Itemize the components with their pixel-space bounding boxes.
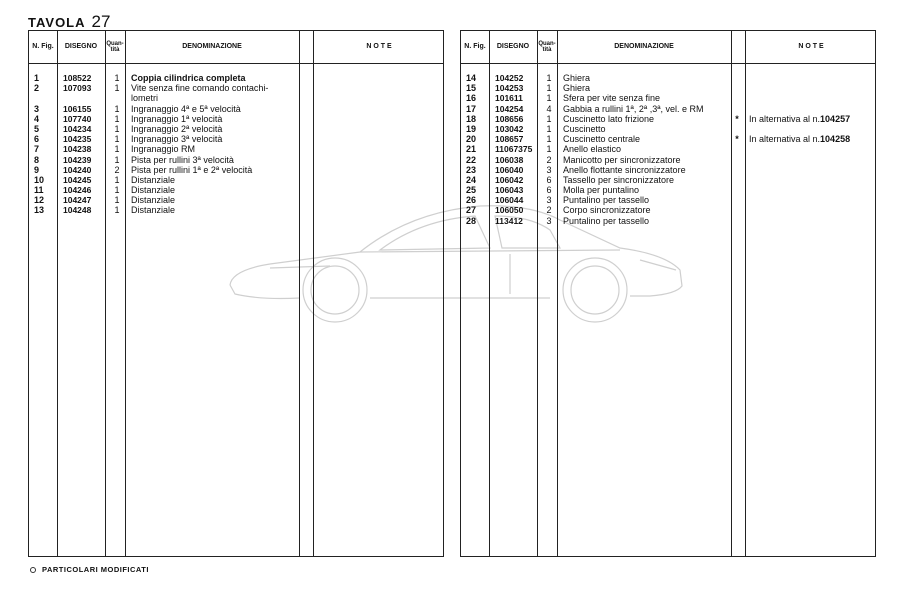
denominazione-cell: Cuscinetto xyxy=(563,123,606,134)
disegno-cell: 106043 xyxy=(495,185,524,196)
table-row xyxy=(461,93,875,103)
denominazione-cell: Gabbia a rullini 1ª, 2ª ,3ª, vel. e RM xyxy=(563,103,704,114)
denominazione-cell: Puntalino per tassello xyxy=(563,195,650,206)
disegno-cell: 106050 xyxy=(495,205,524,216)
left-rows xyxy=(29,73,443,216)
table-row xyxy=(29,185,443,195)
fig-cell: 25 xyxy=(466,185,477,196)
table-row xyxy=(29,134,443,144)
quantita-cell: 1 xyxy=(546,113,552,124)
disegno-cell: 104238 xyxy=(63,144,92,155)
disegno-cell: 106155 xyxy=(63,103,92,114)
quantita-cell: 1 xyxy=(114,174,120,185)
quantita-cell: 1 xyxy=(114,83,120,94)
table-row xyxy=(461,114,875,124)
fig-cell: 8 xyxy=(34,154,40,165)
disegno-cell: 101611 xyxy=(495,93,523,104)
quantita-cell: 2 xyxy=(546,154,552,165)
denominazione-cell: Vite senza fine comando contachi- xyxy=(131,83,269,94)
table-row xyxy=(461,83,875,93)
fig-cell: 9 xyxy=(34,164,40,175)
fig-cell: 27 xyxy=(466,205,477,216)
disegno-cell: 106042 xyxy=(495,174,524,185)
fig-cell: 11 xyxy=(34,185,44,196)
fig-cell: 19 xyxy=(466,123,477,134)
denominazione-cell: Distanziale xyxy=(131,195,176,206)
disegno-cell: 104252 xyxy=(495,73,524,83)
fig-cell: 24 xyxy=(466,174,477,185)
disegno-cell: 104253 xyxy=(495,83,524,94)
quantita-cell: 1 xyxy=(114,185,120,196)
table-row xyxy=(461,185,875,195)
quantita-cell: 1 xyxy=(114,123,120,134)
fig-cell: 5 xyxy=(34,123,40,134)
denominazione-cell: Manicotto per sincronizzatore xyxy=(563,154,681,165)
quantita-cell: 1 xyxy=(114,195,120,206)
denominazione-cell: Anello flottante sincronizzatore xyxy=(563,164,686,175)
table-row xyxy=(29,93,443,103)
denominazione-cell: Puntalino per tassello xyxy=(563,215,650,226)
disegno-cell: 108656 xyxy=(495,113,524,124)
note-reference: 104257 xyxy=(820,113,851,124)
denominazione-cell: Ingranaggio 1ª velocità xyxy=(131,113,223,124)
fig-cell: 17 xyxy=(466,103,477,114)
quantita-cell: 1 xyxy=(114,134,120,145)
quantita-cell: 1 xyxy=(114,144,120,155)
disegno-cell: 11067375 xyxy=(495,144,533,155)
disegno-cell: 104254 xyxy=(495,103,524,114)
disegno-cell: 106040 xyxy=(495,164,524,175)
note-text: In alternativa al n. xyxy=(749,113,821,124)
disegno-cell: 106044 xyxy=(495,195,524,206)
fig-cell: 2 xyxy=(34,83,40,94)
table-row xyxy=(29,124,443,134)
denominazione-cell: Ingranaggio 2ª velocità xyxy=(131,123,223,134)
disegno-cell: 104239 xyxy=(63,154,92,165)
denominazione-cell: Ghiera xyxy=(563,73,591,83)
fig-cell: 3 xyxy=(34,103,40,114)
note-cell xyxy=(749,114,877,124)
note-cell xyxy=(749,134,877,144)
quantita-cell: 1 xyxy=(546,93,552,104)
disegno-cell: 106038 xyxy=(495,154,524,165)
denominazione-cell: Sfera per vite senza fine xyxy=(563,93,661,104)
fig-cell: 4 xyxy=(34,113,40,124)
header-denominazione: DENOMINAZIONE xyxy=(614,43,674,50)
fig-cell: 18 xyxy=(466,113,477,124)
disegno-cell: 107740 xyxy=(63,113,92,124)
disegno-cell: 104247 xyxy=(63,195,92,206)
fig-cell: 28 xyxy=(466,215,477,226)
quantita-cell: 1 xyxy=(114,103,120,114)
denominazione-cell: Cuscinetto centrale xyxy=(563,134,641,145)
table-row xyxy=(461,124,875,134)
denominazione-cell: Cuscinetto lato frizione xyxy=(563,113,655,124)
header-quantita: Quan-tità xyxy=(538,40,556,53)
table-row xyxy=(29,155,443,165)
table-row xyxy=(29,175,443,185)
quantita-cell: 4 xyxy=(546,103,552,114)
quantita-cell: 1 xyxy=(546,83,552,94)
denominazione-cell: Distanziale xyxy=(131,205,176,216)
quantita-cell: 2 xyxy=(114,164,120,175)
fig-cell: 1 xyxy=(34,73,40,83)
denominazione-cell: Ghiera xyxy=(563,83,591,94)
title-label: TAVOLA xyxy=(28,15,86,30)
asterisk-marker: * xyxy=(735,113,739,124)
table-row xyxy=(461,155,875,165)
disegno-cell: 104234 xyxy=(63,123,92,134)
disegno-cell: 108522 xyxy=(63,73,92,83)
disegno-cell: 104248 xyxy=(63,205,92,216)
quantita-cell: 1 xyxy=(114,73,120,83)
table-row xyxy=(461,175,875,185)
quantita-cell: 6 xyxy=(546,174,552,185)
fig-cell: 12 xyxy=(34,195,45,206)
quantita-cell: 1 xyxy=(114,205,120,216)
disegno-cell: 108657 xyxy=(495,134,524,145)
table-row xyxy=(461,195,875,205)
quantita-cell: 3 xyxy=(546,195,552,206)
disegno-cell: 104245 xyxy=(63,174,92,185)
disegno-cell: 103042 xyxy=(495,123,524,134)
parts-table-left xyxy=(28,30,444,557)
header-quantita: Quan-tità xyxy=(106,40,124,53)
fig-cell: 6 xyxy=(34,134,40,145)
fig-cell: 26 xyxy=(466,195,477,206)
header-disegno: DISEGNO xyxy=(64,43,98,50)
fig-cell: 14 xyxy=(466,73,477,83)
header-fig: N. Fig. xyxy=(32,43,54,50)
disegno-cell: 104235 xyxy=(63,134,92,145)
quantita-cell: 6 xyxy=(546,185,552,196)
disegno-cell: 104246 xyxy=(63,185,92,196)
quantita-cell: 1 xyxy=(114,113,120,124)
page-title xyxy=(28,12,110,32)
header-disegno: DISEGNO xyxy=(496,43,530,50)
footer-text: PARTICOLARI MODIFICATI xyxy=(42,565,149,574)
denominazione-cell: Corpo sincronizzatore xyxy=(563,205,651,216)
denominazione-cell: lometri xyxy=(131,93,159,104)
header-fig: N. Fig. xyxy=(464,43,486,50)
fig-cell: 21 xyxy=(466,144,477,155)
table-row xyxy=(461,134,875,144)
quantita-cell: 2 xyxy=(546,205,552,216)
header-note: N O T E xyxy=(798,43,824,50)
title-number: 27 xyxy=(91,12,111,31)
quantita-cell: 3 xyxy=(546,215,552,226)
fig-cell: 16 xyxy=(466,93,477,104)
table-row xyxy=(461,73,875,83)
parts-table-right xyxy=(460,30,876,557)
denominazione-cell: Pista per rullini 3ª velocità xyxy=(131,154,234,165)
quantita-cell: 1 xyxy=(546,73,552,83)
fig-cell: 22 xyxy=(466,154,477,165)
table-row xyxy=(29,165,443,175)
footer-legend xyxy=(30,565,149,574)
table-row xyxy=(29,114,443,124)
denominazione-cell: Coppia cilindrica completa xyxy=(131,73,246,83)
note-reference: 104258 xyxy=(820,134,851,145)
denominazione-cell: Distanziale xyxy=(131,185,176,196)
denominazione-cell: Ingranaggio 4ª e 5ª velocità xyxy=(131,103,241,114)
right-rows xyxy=(461,73,875,226)
quantita-cell: 3 xyxy=(546,164,552,175)
table-row xyxy=(29,205,443,215)
disegno-cell: 113412 xyxy=(495,215,523,226)
denominazione-cell: Pista per rullini 1ª e 2ª velocità xyxy=(131,164,253,175)
table-row xyxy=(461,144,875,154)
disegno-cell: 107093 xyxy=(63,83,92,94)
quantita-cell: 1 xyxy=(546,134,552,145)
fig-cell: 23 xyxy=(466,164,477,175)
fig-cell: 10 xyxy=(34,174,45,185)
fig-cell: 13 xyxy=(34,205,45,216)
table-row xyxy=(29,83,443,93)
fig-cell: 7 xyxy=(34,144,40,155)
denominazione-cell: Molla per puntalino xyxy=(563,185,640,196)
table-row xyxy=(29,104,443,114)
table-row xyxy=(461,205,875,215)
quantita-cell: 1 xyxy=(114,154,120,165)
table-row xyxy=(29,195,443,205)
header-denominazione: DENOMINAZIONE xyxy=(182,43,242,50)
denominazione-cell: Anello elastico xyxy=(563,144,622,155)
note-text: In alternativa al n. xyxy=(749,134,821,145)
table-row xyxy=(29,144,443,154)
denominazione-cell: Ingranaggio RM xyxy=(131,144,196,155)
circle-marker-icon xyxy=(30,567,36,573)
fig-cell: 15 xyxy=(466,83,477,94)
table-row xyxy=(461,104,875,114)
denominazione-cell: Tassello per sincronizzatore xyxy=(563,174,675,185)
fig-cell: 20 xyxy=(466,134,477,145)
denominazione-cell: Ingranaggio 3ª velocità xyxy=(131,134,223,145)
denominazione-cell: Distanziale xyxy=(131,174,176,185)
table-row xyxy=(461,216,875,226)
header-note: N O T E xyxy=(366,43,392,50)
quantita-cell: 1 xyxy=(546,123,552,134)
quantita-cell: 1 xyxy=(546,144,552,155)
table-row xyxy=(461,165,875,175)
disegno-cell: 104240 xyxy=(63,164,92,175)
table-row xyxy=(29,73,443,83)
asterisk-marker: * xyxy=(735,134,739,145)
